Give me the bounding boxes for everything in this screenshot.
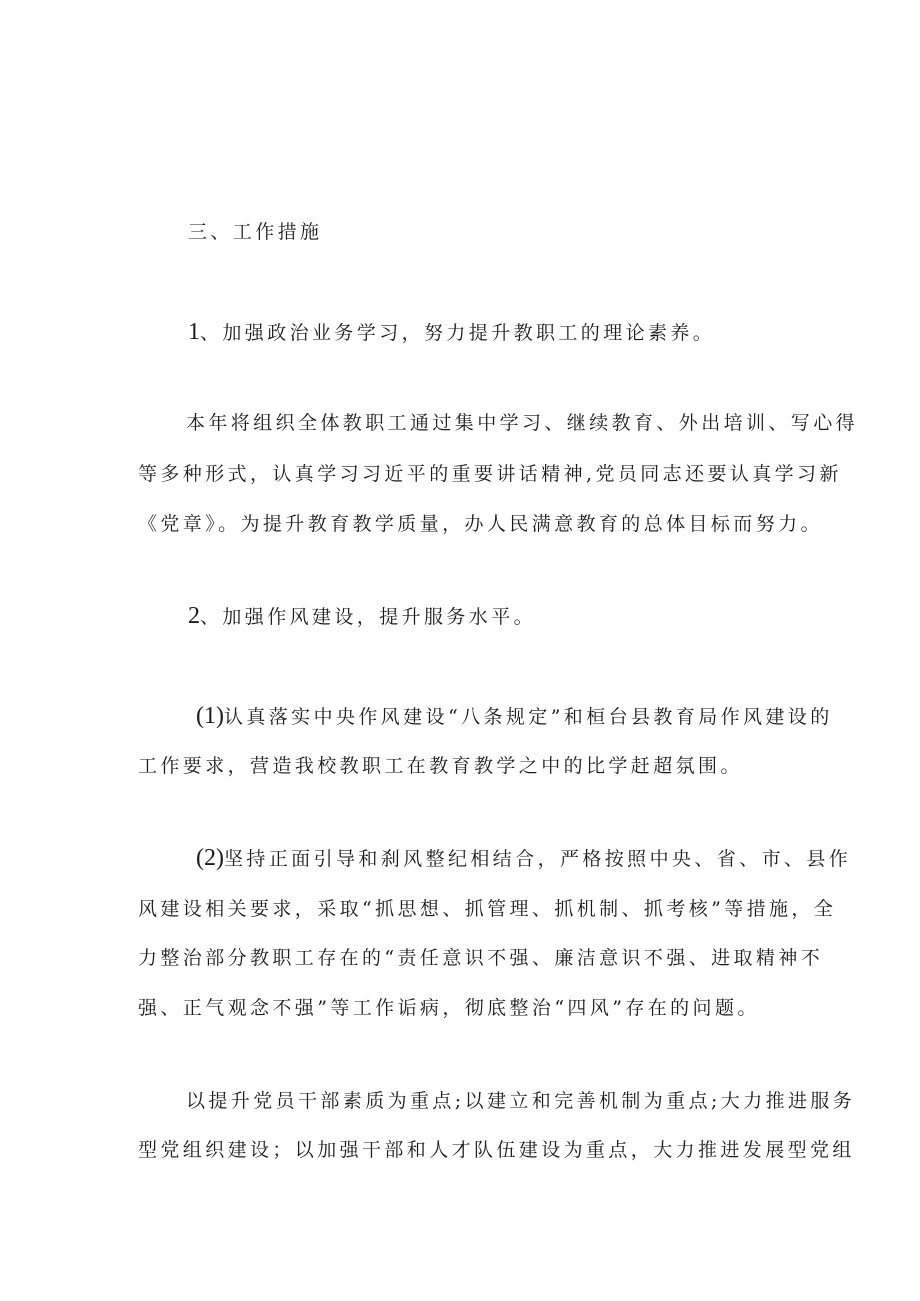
item2-heading: 2、加强作风建设，提升服务水平。 (188, 603, 537, 629)
sub1-number: (1) (196, 703, 224, 729)
item2-sub2-line-3: 力整治部分教职工存在的“责任意识不强、廉洁意识不强、进取精神不 (138, 947, 824, 969)
item1-para-line-3: 《党章》。为提升教育教学质量，办人民满意教育的总体目标而努力。 (138, 513, 823, 535)
section-heading: 三、工作措施 (188, 221, 323, 243)
sub2-number: (2) (196, 845, 224, 871)
item2-sub2-line-2: 风建设相关要求，采取“抓思想、抓管理、抓机制、抓考核”等措施，全 (138, 898, 837, 920)
closing-line-2: 型党组织建设；以加强干部和人才队伍建设为重点，大力推进发展型党组 (138, 1139, 855, 1161)
item2-number: 2 (188, 603, 200, 629)
item2-sub2-line-4: 强、正气观念不强”等工作诟病，彻底整治“四风”存在的问题。 (138, 997, 760, 1019)
item2-sub1-line-2: 工作要求，营造我校教职工在教育教学之中的比学赶超氛围。 (138, 755, 743, 777)
item2-sub2-line-1: (2)坚持正面引导和刹风整纪相结合，严格按照中央、省、市、县作 (196, 845, 852, 871)
item1-heading: 1、加强政治业务学习，努力提升教职工的理论素养。 (188, 319, 716, 345)
item1-number: 1 (188, 319, 200, 345)
item1-para-line-2: 等多种形式，认真学习习近平的重要讲话精神,党员同志还要认真学习新 (138, 463, 842, 485)
item2-sub1-line-1: (1)认真落实中央作风建设“八条规定”和桓台县教育局作风建设的 (196, 703, 833, 729)
item1-para-line-1: 本年将组织全体教职工通过集中学习、继续教育、外出培训、写心得 (186, 412, 859, 434)
closing-line-1: 以提升党员干部素质为重点;以建立和完善机制为重点;大力推进服务 (186, 1090, 856, 1112)
